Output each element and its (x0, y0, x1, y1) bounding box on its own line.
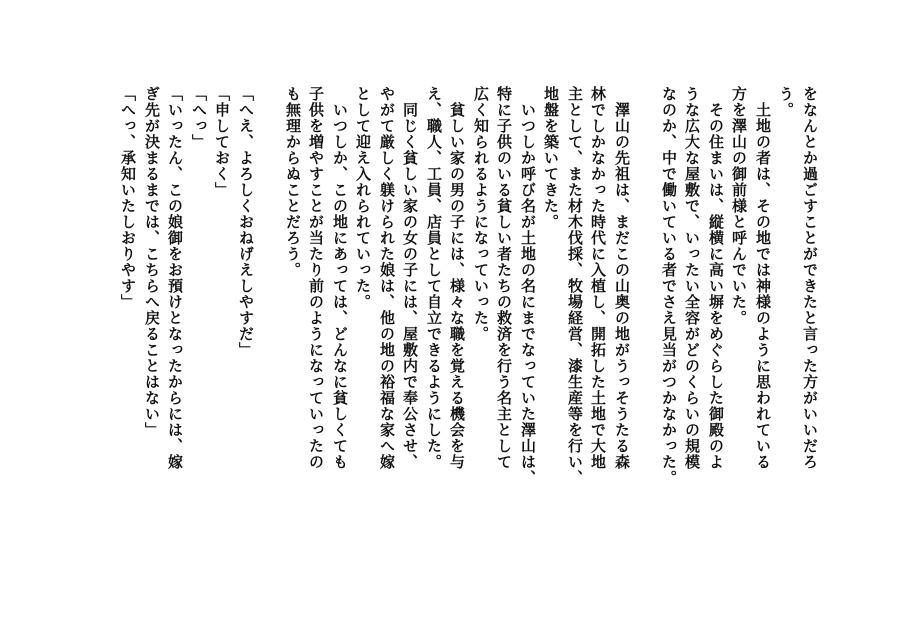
text-line: 土地の者は、その地では神様のように思われている (754, 86, 772, 470)
text-line: いつしか、この地にあっては、どんなに貧しくても (331, 86, 349, 470)
text-line: も無理からぬことだろう。 (284, 86, 302, 278)
text-line: その住まいは、縦横に高い塀をめぐらした御殿のよ (707, 86, 725, 470)
text-line: う。 (777, 86, 795, 118)
text-line: 澤山の先祖は、まだこの山奥の地がうっそうたる森 (613, 86, 631, 470)
text-line: をなんとか過ごすことができたと言った方がいいだろ (801, 86, 819, 470)
dialogue-line: 「へっ、承知いたしおりやす」 (119, 86, 137, 310)
dialogue-line: ぎ先が決まるまでは、こちらへ戻ることはない」 (143, 86, 161, 438)
text-line: 主として、また材木伐採、牧場経営、漆生産等を行い、 (566, 86, 584, 486)
text-line: 方を澤山の御前様と呼んでいた。 (730, 86, 748, 326)
dialogue-line: 「へっ」 (190, 86, 208, 150)
text-line: 貧しい家の男の子には、様々な職を覚える機会を与 (448, 86, 466, 470)
text-line: いつしか呼び名が土地の名にまでなっていた澤山は、 (519, 86, 537, 486)
blank-line (635, 86, 655, 596)
text-line: 子供を増やすことが当たり前のようになっていったの (307, 86, 325, 470)
text-line: 広く知られるようになっていった。 (472, 86, 490, 342)
text-line: として迎え入れられていった。 (354, 86, 372, 310)
dialogue-line: 「へえ、よろしくおねげえしやすだ」 (237, 86, 255, 358)
text-line: え、職人、工員、店員として自立できるようにした。 (425, 86, 443, 470)
text-line: 地盤を築いてきた。 (542, 86, 560, 230)
dialogue-line: 「申しておく」 (213, 86, 231, 198)
text-line: うな広大な屋敷で、いったい全容がどのくらいの規模 (683, 86, 701, 470)
text-line: 特に子供のいる貧しい者たちの救済を行う名主として (495, 86, 513, 470)
text-line: 林でしかなかった時代に入植し、開拓した土地で大地 (589, 86, 607, 470)
text-line: なのか、中で働いている者でさえ見当がつかなかった。 (660, 86, 678, 486)
text-line: やがて厳しく躾けられた娘は、他の地の裕福な家へ嫁 (378, 86, 396, 470)
dialogue-line: 「いったん、この娘御をお預けとなったからには、嫁 (166, 86, 184, 470)
blank-line (259, 86, 279, 596)
text-line: 同じく貧しい家の女の子には、屋敷内で奉公させ、 (401, 86, 419, 470)
